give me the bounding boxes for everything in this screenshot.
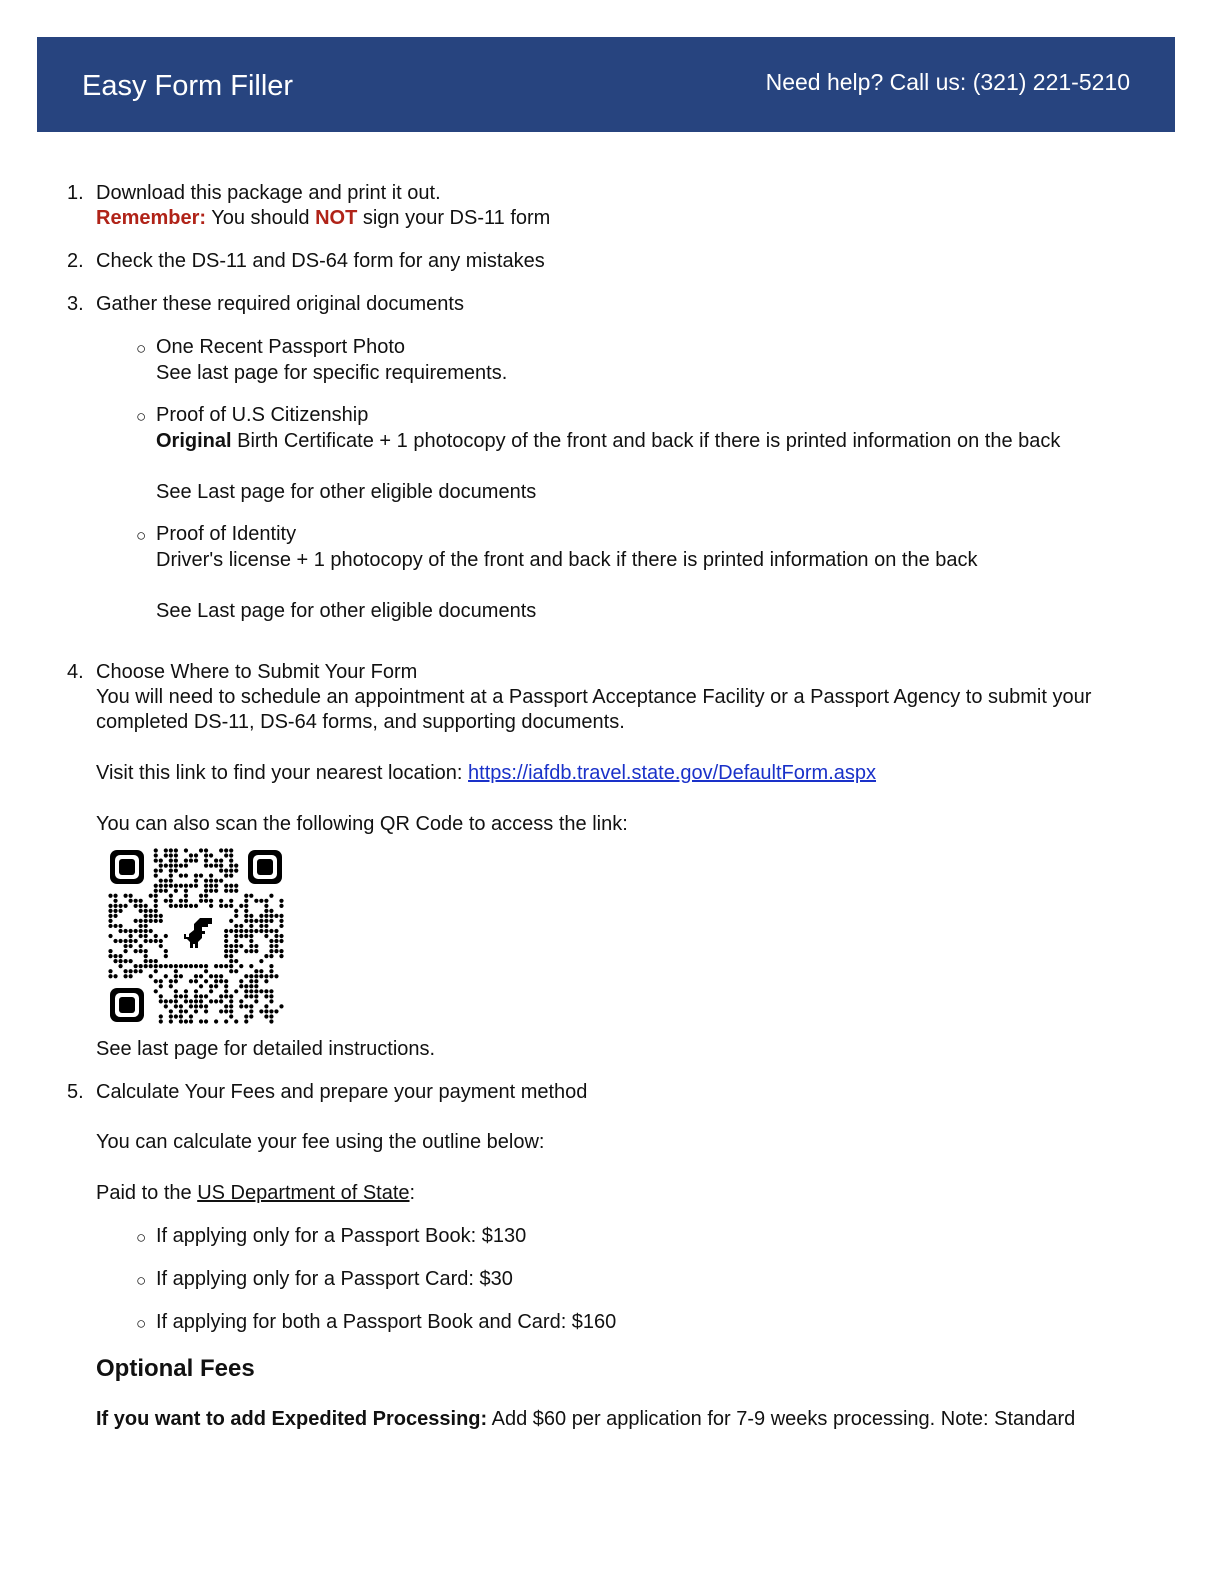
bullet-icon: ○ xyxy=(136,1228,147,1247)
paid-to-line xyxy=(96,1181,415,1206)
app-title: Easy Form Filler xyxy=(82,70,294,102)
optional-fees-heading: Optional Fees xyxy=(96,1355,255,1382)
step-5-title: Calculate Your Fees and prepare your payment method xyxy=(96,1081,588,1103)
doc-item-title: One Recent Passport Photo xyxy=(156,336,406,358)
step-4-body-line-2: completed DS-11, DS-64 forms, and supporting documents. xyxy=(96,711,625,733)
expedited-line xyxy=(96,1407,1075,1432)
bullet-icon: ○ xyxy=(136,1314,147,1333)
step-5-number: 5. xyxy=(67,1081,84,1103)
doc-item-note: See Last page for other eligible documents xyxy=(156,481,537,503)
fee-item: If applying for both a Passport Book and Card: $160 xyxy=(156,1311,617,1333)
qr-finder-top-left xyxy=(110,850,144,884)
qr-code xyxy=(108,848,284,1024)
bullet-icon: ○ xyxy=(136,339,147,358)
step-3-text: Gather these required original documents xyxy=(96,293,464,315)
expedited-text: Add $60 per application for 7-9 weeks processing. Note: Standard xyxy=(491,1408,1076,1430)
step-4-number: 4. xyxy=(67,661,84,683)
visit-link-line xyxy=(96,761,876,786)
visit-text: Visit this link to find your nearest location: xyxy=(96,762,463,784)
step-2-text: Check the DS-11 and DS-64 form for any mistakes xyxy=(96,250,545,272)
qr-finder-bottom-left xyxy=(110,988,144,1022)
doc-item-line xyxy=(156,429,1060,454)
qr-instruction: You can also scan the following QR Code to access the link: xyxy=(96,813,628,835)
step-1-number: 1. xyxy=(67,182,84,204)
fee-item: If applying only for a Passport Book: $130 xyxy=(156,1225,527,1247)
paid-to-pre: Paid to the xyxy=(96,1182,192,1204)
expedited-label: If you want to add Expedited Processing: xyxy=(96,1408,488,1430)
original-label: Original xyxy=(156,430,232,452)
doc-item-line: See last page for specific requirements. xyxy=(156,362,508,384)
step-1-text: Download this package and print it out. xyxy=(96,182,441,204)
reminder-pre: You should xyxy=(211,207,310,229)
reminder-label: Remember: xyxy=(96,207,207,229)
us-dept-state-text: US Department of State xyxy=(197,1182,410,1204)
reminder-emphasis: NOT xyxy=(315,207,358,229)
bullet-icon: ○ xyxy=(136,526,147,545)
fee-calc-text: You can calculate your fee using the outline below: xyxy=(96,1131,545,1153)
reminder-post: sign your DS-11 form xyxy=(362,207,551,229)
step-4-body-line-1: You will need to schedule an appointment at a Passport Acceptance Facility or a Passport Agency to submit your xyxy=(96,686,1092,708)
doc-item-line: Driver's license + 1 photocopy of the front and back if there is printed information on the back xyxy=(156,549,978,571)
dinosaur-icon xyxy=(174,914,218,958)
qr-finder-top-right xyxy=(248,850,282,884)
bullet-icon: ○ xyxy=(136,407,147,426)
step-2-number: 2. xyxy=(67,250,84,272)
location-finder-link[interactable]: https://iafdb.travel.state.gov/DefaultForm.aspx xyxy=(468,762,877,784)
help-phone-text: Need help? Call us: (321) 221-5210 xyxy=(765,69,1130,95)
step-4-title: Choose Where to Submit Your Form xyxy=(96,661,418,683)
step-1-reminder xyxy=(96,206,550,231)
doc-item-line-text: Birth Certificate + 1 photocopy of the front and back if there is printed information on the back xyxy=(237,430,1061,452)
step-3-number: 3. xyxy=(67,293,84,315)
doc-item-note: See Last page for other eligible documents xyxy=(156,600,537,622)
doc-item-title: Proof of U.S Citizenship xyxy=(156,404,369,426)
header-banner xyxy=(37,37,1175,132)
paid-to-post: : xyxy=(409,1182,416,1204)
fee-item: If applying only for a Passport Card: $30 xyxy=(156,1268,513,1290)
doc-item-title: Proof of Identity xyxy=(156,523,297,545)
qr-after-text: See last page for detailed instructions. xyxy=(96,1038,436,1060)
bullet-icon: ○ xyxy=(136,1271,147,1290)
